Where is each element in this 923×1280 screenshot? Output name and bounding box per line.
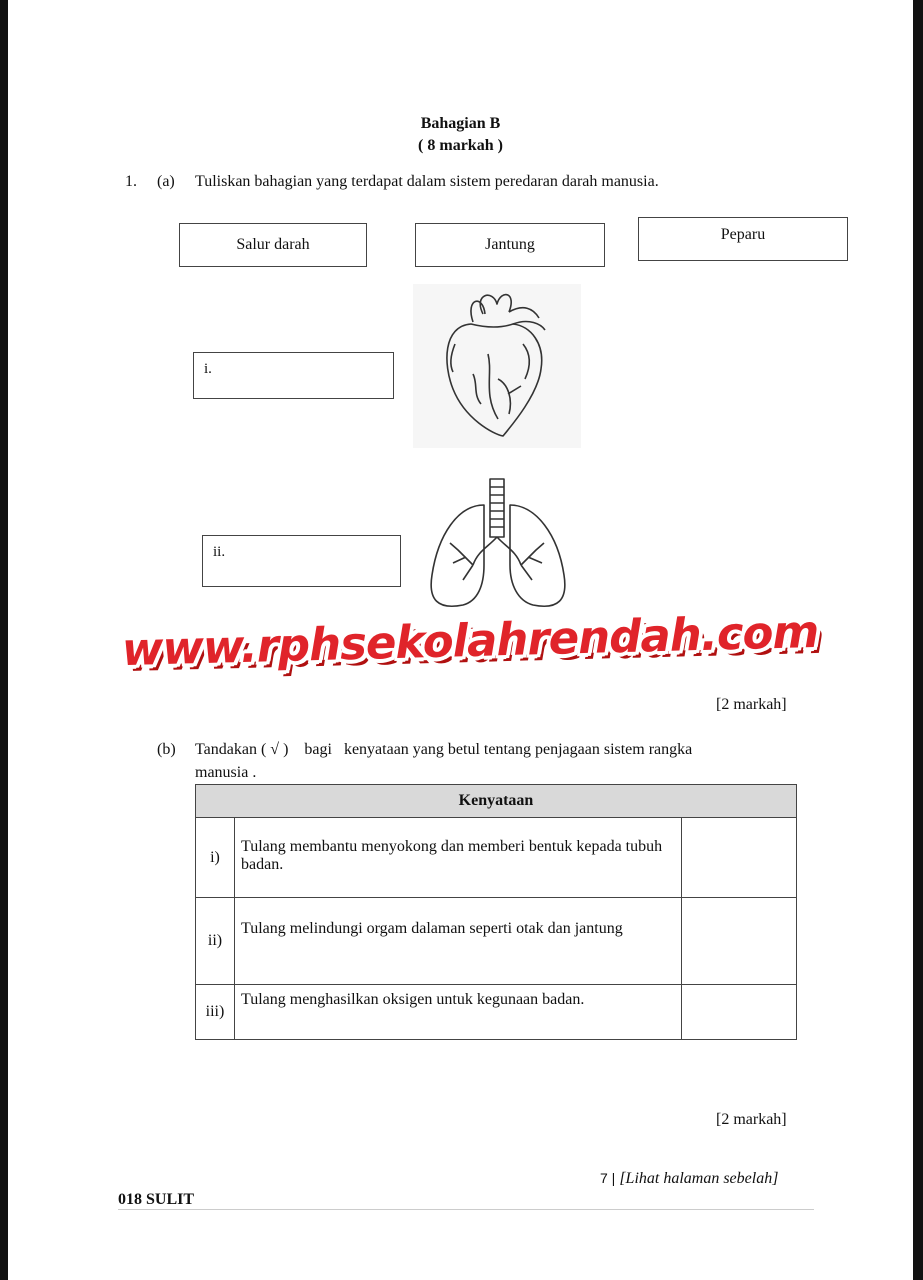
part-b-marks: [2 markah] [716,1111,787,1128]
option-salur-darah [179,223,367,267]
part-a-question: Tuliskan bahagian yang terdapat dalam sistem peredaran darah manusia. [195,173,659,190]
tick-cell[interactable] [682,985,797,1040]
table-header: Kenyataan [196,785,797,818]
table-row [196,818,797,898]
option-peparu [638,217,848,261]
part-b-question-line2: manusia . [195,764,257,781]
watermark-banner: www.rphsekolahrendah.com [121,604,819,676]
answer-box-ii[interactable] [202,535,401,587]
footer-page-info [600,1170,778,1188]
next-page-note: [Lihat halaman sebelah] [619,1170,779,1187]
answer-box-i[interactable] [193,352,394,399]
question-number: 1. [125,173,137,190]
row-number: iii) [196,985,235,1040]
part-a-marks: [2 markah] [716,696,787,713]
table-row [196,985,797,1040]
option-label: Peparu [720,226,766,243]
statement-table [195,784,797,1040]
footer-code: 018 SULIT [118,1191,195,1208]
table-row [196,898,797,985]
row-statement: Tulang menghasilkan oksigen untuk kegunaan badan. [235,985,682,1040]
option-label: Salur darah [236,236,310,253]
part-b-label: (b) [157,741,176,758]
answer-label-i: i. [204,361,212,377]
exam-page [8,0,913,1280]
heart-illustration [413,284,581,448]
tick-cell[interactable] [682,898,797,985]
tick-cell[interactable] [682,818,797,898]
page-number: 7 | [600,1170,616,1186]
answer-label-ii: ii. [213,544,226,560]
option-label: Jantung [485,236,535,253]
part-a-label: (a) [157,173,175,190]
section-marks: ( 8 markah ) [418,137,503,154]
part-b-question-line1: Tandakan ( √ ) bagi kenyataan yang betul tentang penjagaan sistem rangka [195,741,693,758]
row-number: i) [196,818,235,898]
row-statement: Tulang membantu menyokong dan memberi bentuk kepada tubuh badan. [235,818,682,898]
footer-divider [118,1209,814,1210]
option-jantung [415,223,605,267]
row-number: ii) [196,898,235,985]
section-title: Bahagian B [420,115,501,132]
row-statement: Tulang melindungi orgam dalaman seperti otak dan jantung [235,898,682,985]
lungs-illustration [418,475,586,610]
